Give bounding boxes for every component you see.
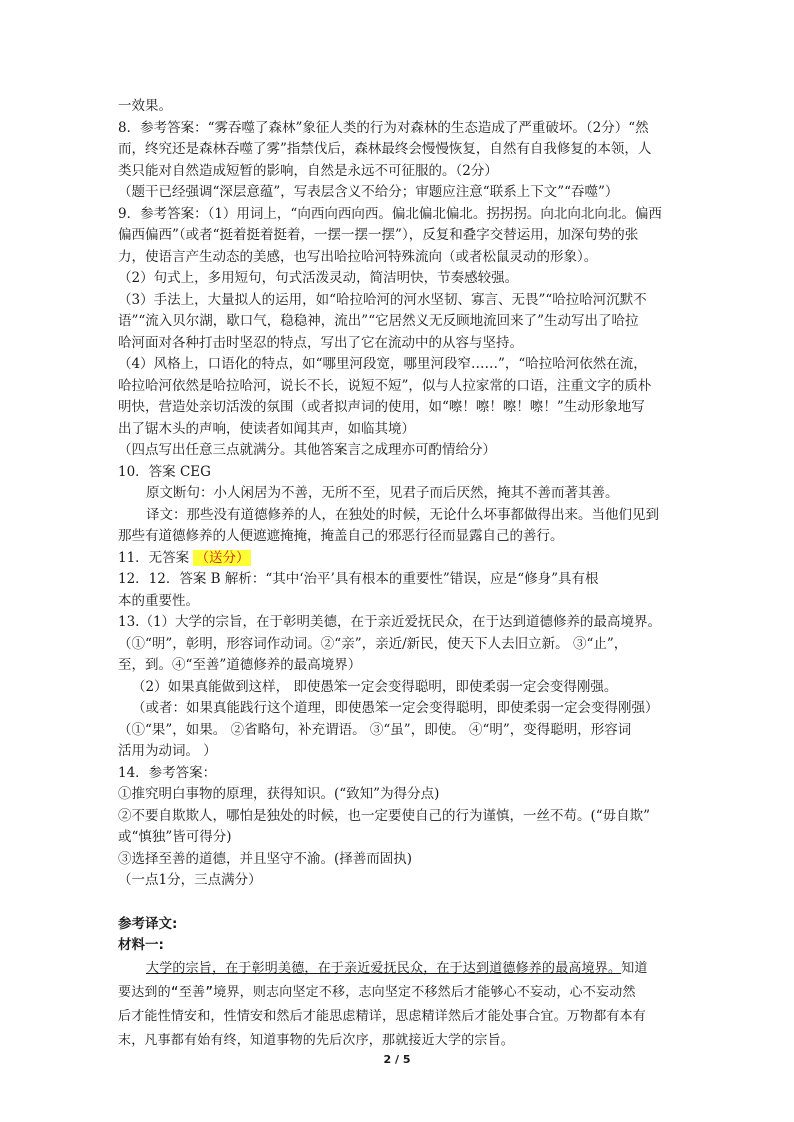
text-line: 力，使语言产生动态的美感，也写出哈拉哈河特殊流向（或者松鼠灵动的形象）。 [118, 248, 598, 265]
translation-heading: 参考译文: [118, 915, 178, 932]
q13-answer-line: 13.（1）大学的宗旨，在于彰明美德，在于亲近爱抚民众，在于达到道德修养的最高境界。 [118, 614, 662, 630]
text-line: （4）风格上，口语化的特点，如“哪里河段宽，哪里河段窄……”，“哈拉哈河依然在流， [118, 356, 647, 372]
text-line: （2）句式上，多用短句，句式活泼灵动，简洁明快，节奏感较强。 [118, 270, 519, 286]
text-line: 明快，营造处亲切活泼的氛围（或者拟声词的使用，如“嚓！嚓！嚓！嚓！”生动形象地写 [118, 399, 645, 415]
text-line: 或“慎独”皆可得分) [118, 829, 232, 845]
scoring-note: （一点1分，三点满分） [118, 872, 262, 888]
q8-answer-line: 8．参考答案：“雾吞噬了森林”象征人类的行为对森林的生态造成了严重破坏。（2分）“然 [118, 119, 649, 136]
translation-line: 末，凡事都有始有终，知道事物的先后次序，那就接近大学的宗旨。 [118, 1032, 515, 1048]
translation-line [118, 957, 678, 981]
text-line: ③选择至善的道德，并且坚守不渝。(择善而固执) [118, 850, 413, 867]
underlined-sentence: 大学的宗旨，在于彰明美德，在于亲近爱抚民众，在于达到道德修养的最高境界。 [146, 960, 622, 976]
text-line: 偏西偏西”（或者“挺着挺着挺着，一摆一摆一摆”），反复和叠字交替运用，加深句势的张 [118, 227, 639, 243]
material-heading: 材料一: [118, 937, 164, 953]
section-spacer [118, 892, 678, 914]
scoring-note: （四点写出任意三点就满分。其他答案言之成理亦可酌情给分） [118, 442, 496, 458]
text-line: 译文：那些没有道德修养的人，在独处的时候，无论什么坏事都做得出来。当他们见到 [146, 506, 659, 523]
text-line: （①“果”，如果。 ②省略句，补充谓语。 ③“虽”，即使。 ④“明”，变得聪明，形容词 [118, 721, 632, 738]
text-line: 而，终究还是森林吞噬了雾”指禁伐后，森林最终会慢慢恢复，自然有自我修复的本领，人 [118, 141, 652, 157]
text-line: 出了锯木头的声响，使读者如闻其声，如临其境） [118, 420, 415, 437]
text-line: 语”“流入贝尔湖，歇口气，稳稳神，流出”“它居然义无反顾地流回来了”生动写出了哈拉 [118, 313, 639, 329]
text-line: （或者：如果真能践行这个道理，即使愚笨一定会变得聪明，即使柔弱一定会变得刚强） [132, 700, 659, 716]
q11-answer-line [118, 548, 678, 570]
text-line: 类只能对自然造成短暂的影响，自然是永远不可征服的。（2分） [118, 162, 498, 179]
text-line: （3）手法上，大量拟人的运用，如“哈拉哈河的河水坚韧、寡言、无畏”“哈拉哈河沉默不 [118, 291, 647, 308]
q12-answer-line: 12．12．答案 B 解析：“其中‘治平’具有根本的重要性”错误，应是“修身”具有根 [118, 571, 599, 587]
translation-line: 要达到的“至善”境界，则志向坚定不移，志向坚定不移然后才能够心不妄动，心不妄动然 [118, 984, 636, 1000]
q10-answer-line: 10．答案 CEG [118, 463, 211, 480]
text-line: 活用为动词。 ） [118, 743, 217, 759]
text-line: 哈河面对各种打击时坚忍的特点，写出了它在流动中的从容与坚持。 [118, 334, 523, 351]
text-line: 原文断句：小人闲居为不善，无所不至，见君子而后厌然，掩其不善而著其善。 [146, 485, 619, 501]
text-line: 本的重要性。 [118, 592, 199, 609]
translation-text: 知道 [621, 960, 648, 976]
text-line: ②不要自欺欺人，哪怕是独处的时候，也一定要使自己的行为谨慎，一丝不苟。(“毋自欺” [118, 807, 651, 824]
text-line: （2）如果真能做到这样， 即使愚笨一定会变得聪明，即使柔弱一定会变得刚强。 [132, 678, 618, 695]
q11-label: 11．无答案 [118, 549, 194, 566]
q14-answer-line: 14．参考答案： [118, 764, 217, 781]
text-line: 一效果。 [118, 98, 172, 114]
highlight-badge: （送分） [195, 549, 250, 566]
q9-answer-line: 9．参考答案：（1）用词上，“向西向西向西。偏北偏北偏北。拐拐拐。向北向北向北。偏西 [118, 205, 662, 222]
translation-line: 后才能性情安和，性情安和然后才能思虑精详，思虑精详然后才能处事合宜。万物都有本有 [118, 1008, 647, 1024]
scoring-note: （题干已经强调“深层意蕴”，写表层含义不给分；审题应注意“联系上下文”“吞噬”） [118, 184, 619, 200]
text-line: （①“明”，彰明，形容词作动词。②“亲”，亲近/新民，使天下人去旧立新。 ③“止”， [118, 635, 628, 652]
text-line: 哈拉哈河依然是哈拉哈河，说长不长，说短不短”，似与人拉家常的口语，注重文字的质朴 [118, 377, 652, 394]
answer-key-body [118, 96, 678, 1053]
page-number: 2 / 5 [383, 1053, 411, 1066]
text-line: 至，到。④“至善”道德修养的最高境界） [118, 657, 362, 673]
text-line: 那些有道德修养的人便遮遮掩掩，掩盖自己的邪恶行径而显露自己的善行。 [118, 528, 564, 544]
text-line: ①推究明白事物的原理，获得知识。(“致知”为得分点) [118, 786, 440, 802]
